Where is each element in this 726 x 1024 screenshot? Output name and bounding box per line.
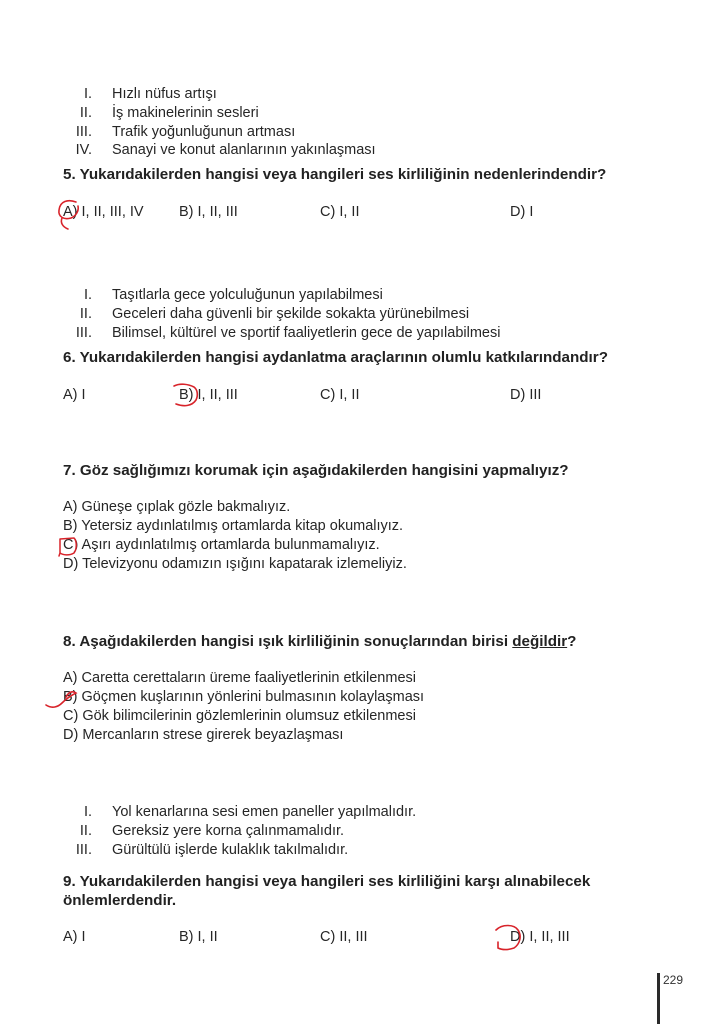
roman-numeral: II. bbox=[79, 822, 92, 839]
statement-item bbox=[56, 803, 416, 822]
option-c[interactable]: C) I, II bbox=[320, 387, 360, 403]
roman-numeral: I. bbox=[83, 86, 92, 102]
q6-statement-list bbox=[56, 286, 500, 342]
option-d[interactable]: D) III bbox=[510, 387, 542, 403]
question-text-line-1: 9. Yukarıdakilerden hangisi veya hangileri ses kirliliğini karşı alınabilecek bbox=[63, 873, 591, 890]
question-text bbox=[63, 632, 576, 651]
q7-options bbox=[63, 498, 407, 574]
statement-item bbox=[56, 141, 376, 160]
statement-text: Trafik yoğunluğunun artması bbox=[112, 123, 296, 140]
option-a[interactable]: A) Caretta cerettaların üreme faaliyetlerinin etkilenmesi bbox=[63, 670, 416, 686]
statement-text: Taşıtlarla gece yolculuğunun yapılabilmesi bbox=[112, 287, 383, 303]
statement-text: Hızlı nüfus artışı bbox=[112, 86, 217, 102]
question-text-prefix: 8. Aşağıdakilerden hangisi ışık kirliliğinin sonuçlarından birisi bbox=[63, 633, 513, 650]
q9-statement-list bbox=[56, 803, 416, 859]
q8-options bbox=[63, 669, 424, 745]
statement-text: Gereksiz yere korna çalınmamalıdır. bbox=[112, 822, 345, 839]
option-d[interactable]: D) I bbox=[510, 204, 534, 220]
option-b[interactable]: B) I, II, III bbox=[179, 387, 238, 403]
question-text: 7. Göz sağlığımızı korumak için aşağıdakilerden hangisini yapmalıyız? bbox=[63, 462, 569, 479]
question-text-suffix: ? bbox=[567, 633, 577, 650]
question-text: 6. Yukarıdakilerden hangisi aydanlatma araçlarının olumlu katkılarındandır? bbox=[63, 349, 608, 366]
q5-statement-list bbox=[56, 85, 376, 160]
option-a[interactable]: A) Güneşe çıplak gözle bakmalıyız. bbox=[63, 499, 291, 515]
underlined-emphasis: değildir bbox=[512, 633, 568, 650]
roman-numeral: III. bbox=[75, 123, 92, 140]
option-d[interactable]: D) I, II, III bbox=[510, 929, 570, 945]
statement-text: Bilimsel, kültürel ve sportif faaliyetlerin gece de yapılabilmesi bbox=[112, 324, 501, 341]
statement-item bbox=[56, 822, 416, 841]
statement-item bbox=[56, 123, 376, 142]
question-text bbox=[63, 872, 590, 910]
option-c[interactable]: C) II, III bbox=[320, 929, 368, 945]
statement-text: Geceleri daha güvenli bir şekilde sokakta yürünebilmesi bbox=[112, 305, 470, 322]
question-text: 5. Yukarıdakilerden hangisi veya hangileri ses kirliliğinin nedenlerindendir? bbox=[63, 166, 607, 183]
statement-item bbox=[56, 841, 416, 860]
option-b[interactable]: B) Yetersiz aydınlatılmış ortamlarda kitap okumalıyız. bbox=[63, 518, 404, 534]
option-a[interactable]: A) I bbox=[63, 387, 86, 403]
statement-text: Sanayi ve konut alanlarının yakınlaşması bbox=[112, 142, 376, 159]
option-c[interactable]: C) I, II bbox=[320, 204, 360, 220]
option-a[interactable]: A) I bbox=[63, 929, 86, 945]
question-text-line-2: önlemlerdendir. bbox=[63, 892, 177, 909]
option-a[interactable]: A) I, II, III, IV bbox=[63, 204, 144, 220]
statement-item bbox=[56, 85, 376, 104]
option-b[interactable]: B) I, II bbox=[179, 929, 218, 945]
roman-numeral: II. bbox=[79, 104, 92, 121]
statement-text: Yol kenarlarına sesi emen paneller yapılmalıdır. bbox=[112, 804, 417, 820]
option-b[interactable]: B) I, II, III bbox=[179, 204, 238, 220]
roman-numeral: I. bbox=[83, 804, 92, 820]
statement-text: Gürültülü işlerde kulaklık takılmalıdır. bbox=[112, 841, 349, 858]
option-d[interactable]: D) Mercanların strese girerek beyazlaşması bbox=[63, 727, 344, 743]
statement-item bbox=[56, 286, 500, 305]
statement-item bbox=[56, 104, 376, 123]
statement-item bbox=[56, 305, 500, 324]
roman-numeral: II. bbox=[79, 305, 92, 322]
option-c[interactable]: C) Aşırı aydınlatılmış ortamlarda bulunmamalıyız. bbox=[63, 537, 380, 553]
option-d[interactable]: D) Televizyonu odamızın ışığını kapatarak izlemeliyiz. bbox=[63, 556, 407, 572]
roman-numeral: III. bbox=[75, 841, 92, 858]
roman-numeral: III. bbox=[75, 324, 92, 341]
page-number-divider bbox=[657, 973, 660, 1024]
option-b[interactable]: B) Göçmen kuşlarının yönlerini bulmasının kolaylaşması bbox=[63, 689, 425, 705]
page-number: 229 bbox=[663, 973, 684, 987]
roman-numeral: IV. bbox=[75, 142, 92, 159]
roman-numeral: I. bbox=[83, 287, 92, 303]
statement-text: İş makinelerinin sesleri bbox=[112, 104, 259, 121]
statement-item bbox=[56, 324, 500, 343]
option-c[interactable]: C) Gök bilimcilerinin gözlemlerinin olumsuz etkilenmesi bbox=[63, 708, 416, 724]
